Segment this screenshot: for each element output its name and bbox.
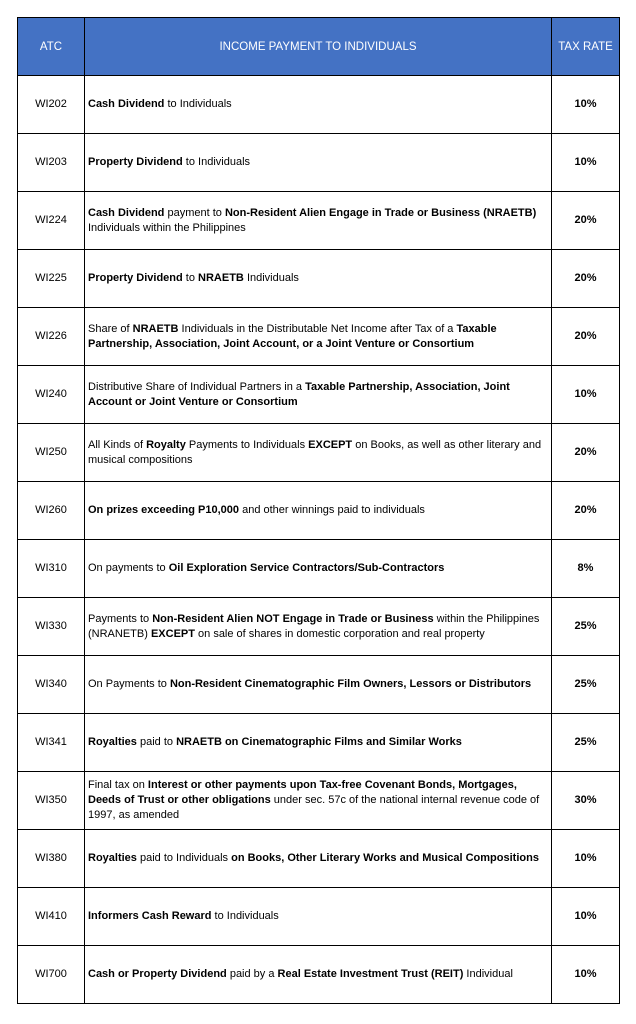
table-row [18,134,620,192]
tax-rate-cell: 30% [552,772,620,830]
header-atc: ATC [18,18,85,76]
table-row [18,772,620,830]
description-bold-segment: Informers Cash Reward [88,910,212,922]
tax-rate-cell: 10% [552,76,620,134]
atc-code-cell: WI410 [18,888,85,946]
tax-rate-cell: 10% [552,946,620,1004]
tax-rate-table-container [17,17,619,1004]
description-text-segment: to Individuals [164,98,232,110]
table-row [18,540,620,598]
description-text-segment: paid by a [226,968,278,980]
table-row [18,192,620,250]
description-text-segment: under sec. 57c of the national internal revenue code of 1997, as amended [88,794,540,821]
description-text-segment: paid to Individuals [136,852,232,864]
atc-code-cell: WI340 [18,656,85,714]
table-row [18,714,620,772]
description-bold-segment: Cash Dividend [88,98,165,110]
income-description-cell [85,424,552,482]
description-bold-segment: EXCEPT [308,438,353,451]
header-tax-rate: TAX RATE [552,18,620,76]
description-bold-segment: Non-Resident Cinematographic Film Owners, Lessors or Distributors [169,678,532,690]
description-bold-segment: on Books, Other Literary Works and Musical Compositions [231,852,539,864]
income-description-cell [85,656,552,714]
description-text-segment: Individuals in the Distributable Net Income after Tax of a [178,322,457,335]
income-description-cell [85,250,552,308]
description-text-segment: within the Philippines (NRANETB) [88,612,540,640]
description-text-segment: to Individuals [182,156,251,168]
description-bold-segment: Oil Exploration Service Contractors/Sub-Contractors [168,562,445,574]
description-text-segment: On payments to [88,562,169,574]
atc-code-cell: WI225 [18,250,85,308]
income-description-cell [85,598,552,656]
income-description-cell [85,540,552,598]
description-text-segment: Individuals [243,272,299,284]
description-bold-segment: On prizes exceeding P10,000 [88,504,240,516]
description-bold-segment: Cash or Property Dividend [88,968,227,980]
table-row [18,888,620,946]
description-text-segment: payment to [164,206,225,219]
description-text-segment: to [182,272,199,284]
tax-rate-cell: 10% [552,134,620,192]
income-description-cell [85,134,552,192]
income-description-cell [85,308,552,366]
tax-rate-cell: 25% [552,714,620,772]
table-row [18,366,620,424]
description-bold-segment: NRAETB [198,272,244,284]
income-description-cell [85,946,552,1004]
description-bold-segment: Interest or other payments upon Tax-free Covenant Bonds, Mortgages, Deeds of Trust or other obligations [88,779,517,806]
description-text-segment: All Kinds of [88,438,147,451]
description-text-segment: Payments to [88,612,153,625]
description-text-segment: on sale of shares in domestic corporation and real property [194,627,485,640]
tax-rate-table [17,17,620,1004]
description-text-segment: and other winnings paid to individuals [239,504,425,516]
description-text-segment: Distributive Share of Individual Partners in a [88,380,306,393]
description-bold-segment: Property Dividend [88,272,183,284]
atc-code-cell: WI250 [18,424,85,482]
atc-code-cell: WI350 [18,772,85,830]
header-income-payment: INCOME PAYMENT TO INDIVIDUALS [85,18,552,76]
description-bold-segment: Royalty [146,438,186,451]
table-header-row [18,18,620,76]
description-bold-segment: EXCEPT [150,627,195,640]
description-bold-segment: Non-Resident Alien Engage in Trade or Business (NRAETB) [224,206,537,219]
tax-rate-cell: 10% [552,830,620,888]
table-row [18,250,620,308]
description-text-segment: to Individuals [211,910,279,922]
description-bold-segment: Taxable Partnership, Association, Joint Account or Joint Venture or Consortium [88,380,510,408]
description-text-segment: Payments to Individuals [185,438,309,451]
tax-rate-cell: 25% [552,656,620,714]
atc-code-cell: WI202 [18,76,85,134]
description-bold-segment: NRAETB on Cinematographic Films and Similar Works [176,736,462,748]
description-bold-segment: Property Dividend [88,156,183,168]
description-bold-segment: Royalties [88,736,137,748]
table-row [18,482,620,540]
income-description-cell [85,192,552,250]
table-row [18,830,620,888]
atc-code-cell: WI310 [18,540,85,598]
description-text-segment: Individual [463,968,513,980]
income-description-cell [85,714,552,772]
description-bold-segment: Real Estate Investment Trust (REIT) [277,968,464,980]
description-bold-segment: Non-Resident Alien NOT Engage in Trade or Business [152,612,434,625]
tax-rate-cell: 20% [552,424,620,482]
table-row [18,946,620,1004]
atc-code-cell: WI240 [18,366,85,424]
tax-rate-cell: 10% [552,888,620,946]
description-bold-segment: Cash Dividend [88,206,165,219]
atc-code-cell: WI224 [18,192,85,250]
tax-rate-cell: 20% [552,482,620,540]
tax-rate-cell: 20% [552,308,620,366]
atc-code-cell: WI700 [18,946,85,1004]
table-row [18,424,620,482]
income-description-cell [85,76,552,134]
description-text-segment: Individuals within the Philippines [88,221,246,234]
tax-rate-cell: 10% [552,366,620,424]
income-description-cell [85,482,552,540]
table-row [18,76,620,134]
table-row [18,656,620,714]
atc-code-cell: WI260 [18,482,85,540]
atc-code-cell: WI330 [18,598,85,656]
table-body [18,76,620,1004]
description-bold-segment: NRAETB [132,322,179,335]
tax-rate-cell: 25% [552,598,620,656]
atc-code-cell: WI341 [18,714,85,772]
atc-code-cell: WI226 [18,308,85,366]
income-description-cell [85,772,552,830]
description-text-segment: On Payments to [88,678,170,690]
description-text-segment: Share of [88,322,133,335]
description-bold-segment: Royalties [88,852,137,864]
description-bold-segment: Taxable Partnership, Association, Joint Account, or a Joint Venture or Consortium [88,322,497,350]
tax-rate-cell: 20% [552,192,620,250]
income-description-cell [85,830,552,888]
atc-code-cell: WI203 [18,134,85,192]
table-row [18,598,620,656]
tax-rate-cell: 8% [552,540,620,598]
table-row [18,308,620,366]
tax-rate-cell: 20% [552,250,620,308]
description-text-segment: paid to [136,736,177,748]
income-description-cell [85,888,552,946]
atc-code-cell: WI380 [18,830,85,888]
description-text-segment: on Books, as well as other literary and musical compositions [88,438,542,466]
income-description-cell [85,366,552,424]
description-text-segment: Final tax on [88,779,148,791]
